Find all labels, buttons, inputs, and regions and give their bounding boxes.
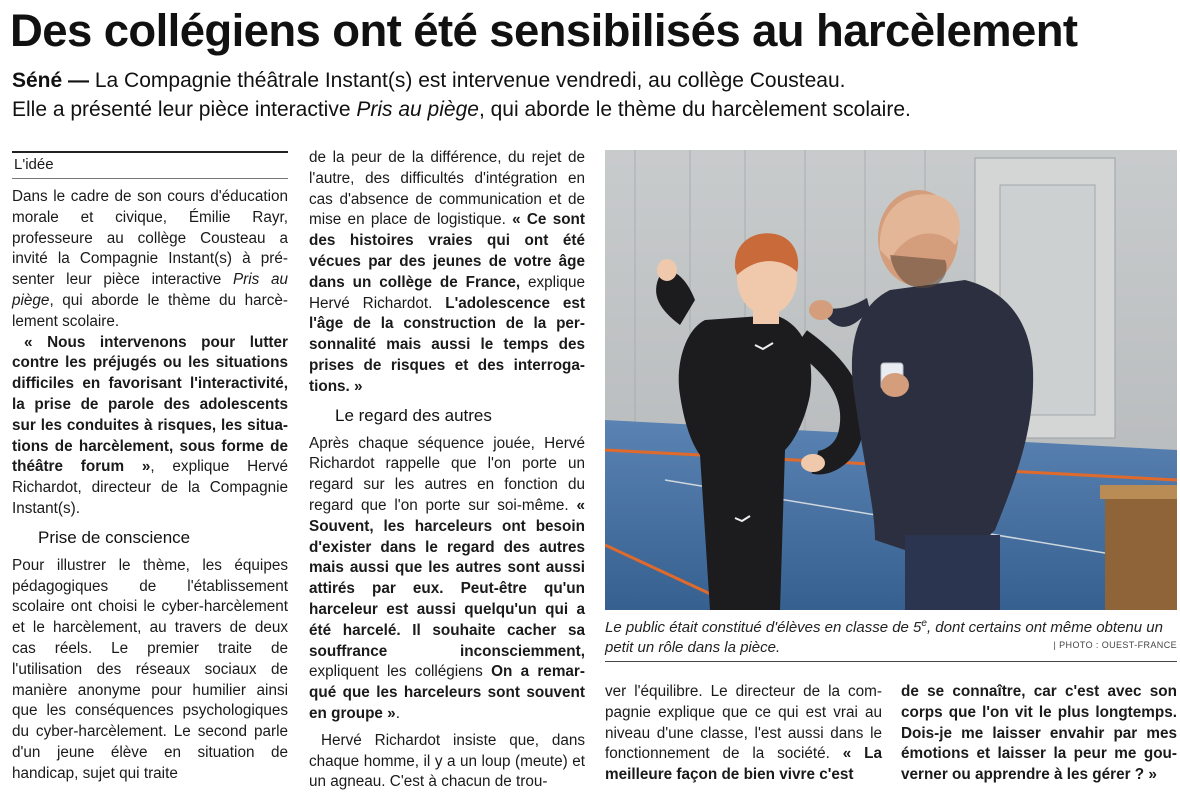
text: Dans le cadre de son cours d'éducation morale et civique, Émilie Rayr, professeure au collège Cousteau a invité la Compagnie Instant(s) à présenter leur pièce interactive: [12, 188, 288, 289]
quote: « Souvent, les harceleurs ont besoin d'exister dans le regard des autres mais aussi que les autres sont aussi attirés par eux. Peut-être qu'un harceleur est aussi quelqu'un qui a été harcelé. Il souhaite cacher sa souffrance inconsciemment,: [309, 496, 585, 660]
quote: On a remarqué que les harceleurs sont souvent en groupe »: [309, 663, 585, 722]
headline: Des collégiens ont été sensibilisés au harcèlement: [10, 5, 1078, 56]
rubric-label: L'idée: [12, 151, 288, 179]
photo-caption: [605, 614, 1177, 658]
article-column-4: [901, 682, 1177, 786]
photo-illustration: [605, 150, 1177, 610]
standfirst-line-2a: Elle a présenté leur pièce interactive: [12, 98, 357, 121]
text: Le public était constitué d'élèves en classe de 5: [605, 619, 922, 636]
play-title: Pris au piège: [12, 271, 289, 309]
article-column-2: [309, 148, 585, 793]
article-column-3: [605, 682, 882, 786]
photo-credit: | PHOTO : OUEST-FRANCE: [1053, 640, 1177, 650]
quote: « Nous intervenons pour lutter contre les préjugés ou les situations difficiles en favorisant l'interactivité, la prise de parole des adolescents sur les conduites à risques, les situations de harcèlement, sous forme de théâtre forum »: [12, 333, 288, 476]
quote: de se connaître, car c'est avec son corps que l'on vit le plus longtemps. Dois-je me laisser envahir par mes émotions et laisser la peur me gouverner ou apprendre à les gérer ? »: [901, 683, 1177, 784]
text: , qui aborde le thème du harcèlement scolaire.: [12, 291, 288, 330]
paragraph: [12, 333, 288, 520]
subheading: Prise de conscience: [38, 527, 191, 547]
text: , explique Hervé Richardot, directeur de la Compagnie Instant(s).: [12, 458, 288, 517]
text: explique Hervé Richardot.: [309, 273, 585, 312]
text: Après chaque séquence jouée, Hervé Richardot rappelle que l'on porte un regard sur les autres en fonction du regard que l'on porte sur soi-même.: [309, 434, 585, 514]
quote: « Ce sont des histoires vraies qui ont été vécues par des jeunes de votre âge dans un collège de France,: [309, 211, 585, 291]
standfirst: [12, 66, 1172, 124]
quote: « La meilleure façon de bien vivre c'est: [605, 745, 882, 784]
superscript: e: [921, 618, 927, 629]
divider: [605, 661, 1177, 662]
standfirst-line-1: La Compagnie théâtrale Instant(s) est intervenue vendredi, au collège Cousteau.: [89, 69, 846, 92]
paragraph: [309, 434, 585, 725]
paragraph: [309, 148, 585, 398]
subheading: Le regard des autres: [335, 405, 492, 425]
text: .: [395, 704, 400, 722]
paragraph: [12, 187, 288, 333]
text: ver l'équilibre. Le directeur de la compagnie explique que ce qui est vrai au niveau d'une classe, l'est aussi dans le fonctionnement de la société.: [605, 683, 882, 763]
standfirst-line-2b: , qui aborde le thème du harcèlement scolaire.: [478, 98, 911, 121]
dateline: Séné —: [12, 69, 90, 92]
article-photo: [605, 150, 1177, 610]
quote: L'adolescence est l'âge de la construction de la personnalité mais aussi le temps des prises de risques et des interrogations. »: [309, 294, 585, 395]
text: expliquent les collégiens: [309, 663, 492, 681]
text: , dont certains ont même obtenu un petit un rôle dans la pièce.: [605, 619, 1163, 656]
paragraph: [605, 682, 882, 786]
paragraph: Pour illustrer le thème, les équipes pédagogiques de l'établissement scolaire ont choisi le cyber-harcèlement et le harcèlement, au travers de deux cas réels. Le premier traite de l'utilisation des réseaux sociaux de manière anonyme pour humilier ainsi que les conséquences psychologiques du cyber-harcèlement. Le second parle d'un jeune élève en situation de handicap, sujet qui traite: [12, 556, 288, 782]
play-title: Pris au piège: [356, 98, 479, 121]
article-column-1: [12, 148, 288, 785]
paragraph: Hervé Richardot insiste que, dans chaque homme, il y a un loup (meute) et un agneau. C'est à chacun de trou-: [309, 731, 585, 791]
text: de la peur de la différence, du rejet de l'autre, des difficultés d'intégration en cas d'absence de communication et de mise en place de logistique.: [309, 149, 585, 229]
